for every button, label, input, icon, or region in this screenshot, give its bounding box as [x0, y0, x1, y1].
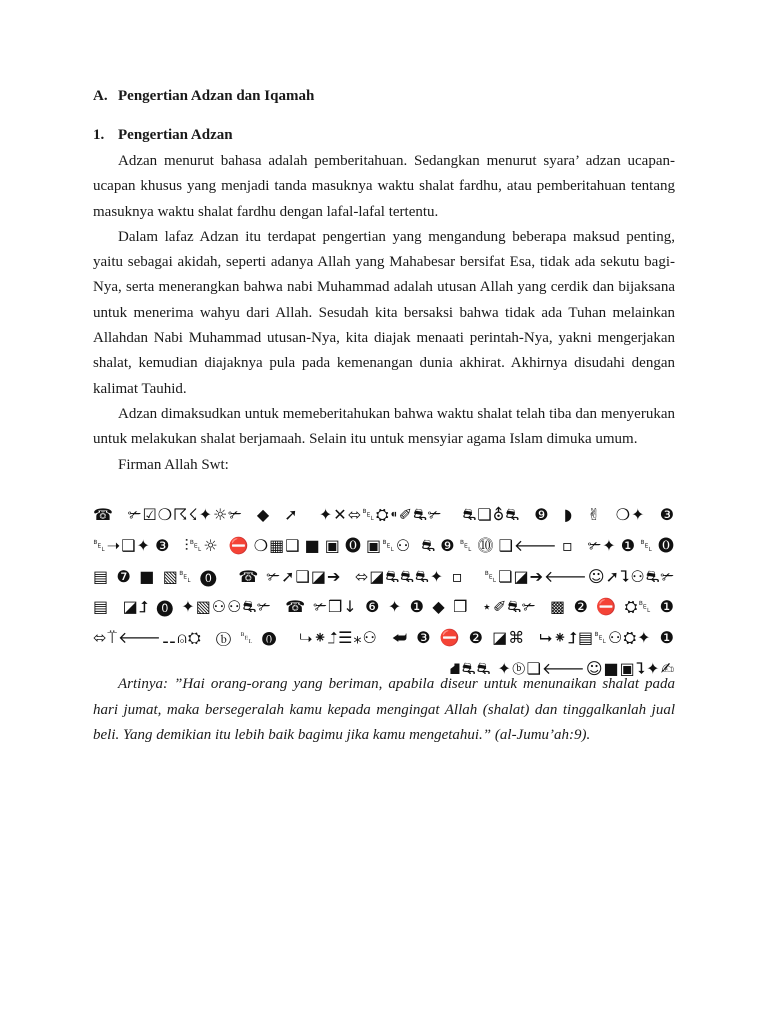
subsection-heading: [93, 127, 233, 144]
verse-line: ␇➝❑✦❸ ⫶␇☼ ⛔❍▦❑■▣⓿▣␇⚇ ⛐❾␇⓾❑🡐▫ ✃✦❶␇⓿: [93, 535, 675, 555]
translation-paragraph: [93, 672, 675, 749]
paragraph-meaning: Dalam lafaz Adzan itu terdapat pengertian yang mengandung beberapa maksud penting, yaitu sebagai akidah, seperti adanya Allah yang Mahabesar bersifat Esa, tidak ada sekutu bagi-Nya, serta menerangkan bahwa nabi Muhammad adalah utusan Allah yang cerdik dan bijaksana untuk menerima wahyu dari Allah. Sesudah kita bersaksi bahwa tidak ada Tuhan melainkan Allahdan Nabi Muhammad utusan-Nya, kita diajak menaati perintah-Nya, yakni mengerjakan shalat, kemudian diajaknya pula pada kemenangan dunia akhirat. Akhirnya disudahi dengan kalimat Tauhid.: [93, 228, 675, 397]
section-title: Pengertian Adzan dan Iqamah: [118, 88, 315, 104]
subsection-title: Pengertian Adzan: [118, 127, 233, 143]
paragraph-purpose: Adzan dimaksudkan untuk memeberitahukan bahwa waktu shalat telah tiba dan menyerukan untuk melakukan shalat berjamaah. Selain itu untuk mensyiar agama Islam dimuka umum.: [93, 405, 675, 448]
verse-line: ▤❼■▧␇⓿ ☎✃➚❑◪➔ ⬄◪⛐⛐⛐✦▫ ␇❏◪➔🡐☺➚⮧⚇⛐✃: [93, 566, 675, 586]
quran-verse: [93, 500, 675, 685]
verse-line: ⬄⍡🡐⚋⍝⛭ ⓑ␇⓿ ⮡⁕⮥☰⁎⚇ ⮨❸⛔❷◪⌘ ⮡⁕⮥▤␇⚇⛭✦❶: [93, 628, 675, 648]
verse-line: ▤ ◪⮥⓿✦▧⚇⚇⛐✃ ☎✃❒↓❻✦❶◆❒ ⋆✐⛐✃ ▩❷⛔⛭␇❶: [93, 597, 675, 617]
section-heading: [93, 88, 314, 105]
translation-text: ”Hai orang-orang yang beriman, apabila diseur untuk menunaikan shalat pada hari jumat, maka bersegeralah kamu kepada mengingat Allah (shalat) dan tinggalkanlah jual beli. Yang demikian itu lebih baik bagimu jika kamu mengetahui.” (al-Jumu’ah:9).: [93, 676, 675, 743]
paragraph-definition: Adzan menurut bahasa adalah pemberitahuan. Sedangkan menurut syara’ adzan ucapan-ucapan khusus yang menjadi tanda masuknya waktu shalat fardhu, atau pemberitahuan tentang masuknya waktu shalat fardhu dengan lafal-lafal tertentu.: [93, 153, 675, 220]
body-text: [93, 149, 675, 478]
translation-label: Artinya:: [118, 676, 168, 692]
subsection-number: 1.: [93, 127, 105, 143]
verse-line: ⛘⛐⛐ ✦ⓑ❏🡐☺■▣⮧✦✍: [449, 658, 675, 678]
verse-translation: [93, 672, 675, 749]
section-number: A.: [93, 88, 108, 104]
paragraph-firman: Firman Allah Swt:: [118, 456, 229, 473]
verse-line: ☎✃☑❍☈☇✦☼✃◆➚ ✦✕⬄␇⛭⁌✐⛐✃ ⛐❏⛢⛐❾◗✌❍✦❸: [93, 505, 675, 524]
